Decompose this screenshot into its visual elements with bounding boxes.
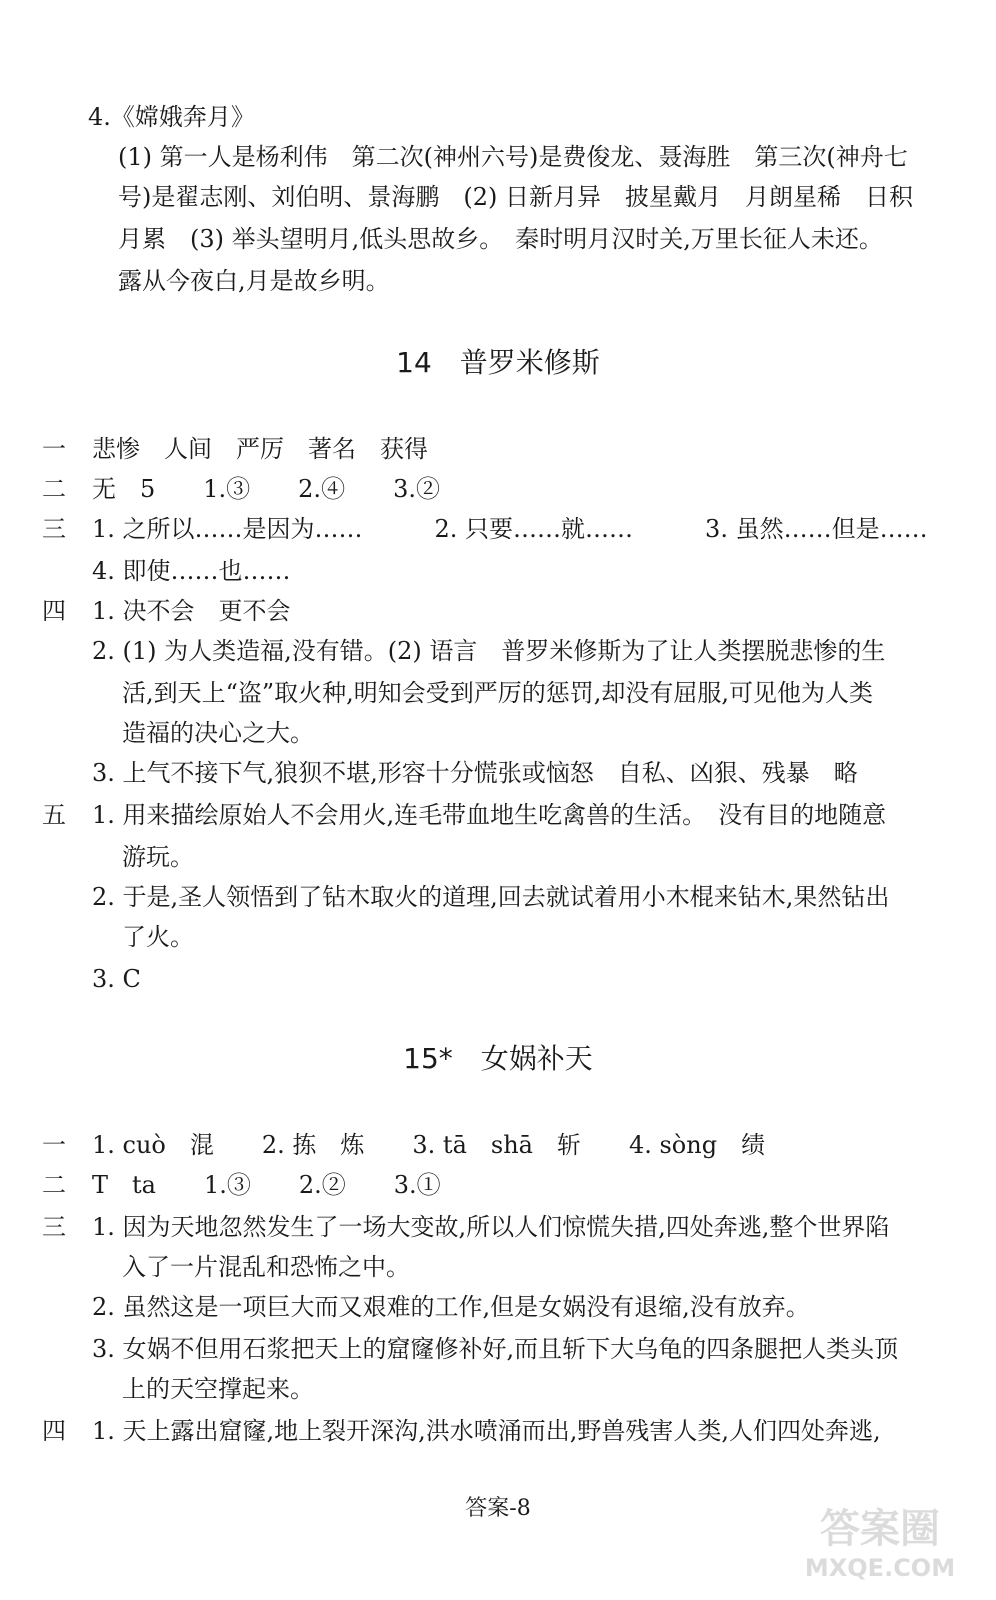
s14-row-4-3: 3. 上气不接下气,狼狈不堪,形容十分慌张或恼怒 自私、凶狠、残暴 略 [92,759,858,787]
q4-line-1: (1) 第一人是杨利伟 第二次(神州六号)是费俊龙、聂海胜 第三次(神舟七 [118,143,908,171]
s14-row-5-1b: 游玩。 [122,843,194,871]
s15-row-3-1b: 入了一片混乱和恐怖之中。 [122,1253,410,1281]
s14-row-5-3: 3. C [92,965,141,993]
s15-row-3-3b: 上的天空撑起来。 [122,1375,314,1403]
s14-row-5-num: 五 [42,801,66,829]
s14-row-4-2b: 活,到天上“盗”取火种,明知会受到严厉的惩罚,却没有屈服,可见他为人类 [122,679,874,707]
s15-row-1: 1. cuò 混 2. 拣 炼 3. tā shā 斩 4. sòng 绩 [92,1131,766,1159]
watermark-logo [790,1496,970,1586]
s15-row-3-2: 2. 虽然这是一项巨大而又艰难的工作,但是女娲没有退缩,没有放弃。 [92,1293,810,1321]
s14-row-4-2c: 造福的决心之大。 [122,719,314,747]
s14-row-2: 无 5 1.③ 2.④ 3.② [92,475,440,503]
q4-line-3: 月累 (3) 举头望明月,低头思故乡。 秦时明月汉时关,万里长征人未还。 [118,225,883,253]
s15-row-1-num: 一 [42,1131,66,1159]
s14-row-3b: 4. 即使……也…… [92,557,291,585]
s14-row-1-num: 一 [42,435,66,463]
q4-line-2: 号)是翟志刚、刘伯明、景海鹏 (2) 日新月异 披星戴月 月朗星稀 日积 [118,183,913,211]
s15-row-3-num: 三 [42,1213,66,1241]
s14-row-5-2b: 了火。 [122,923,194,951]
s14-row-3: 1. 之所以……是因为…… 2. 只要……就…… 3. 虽然……但是…… [92,515,928,543]
s14-row-2-num: 二 [42,475,66,503]
s15-row-2: T ta 1.③ 2.② 3.① [92,1171,441,1199]
q4-line-4: 露从今夜白,月是故乡明。 [118,267,390,295]
s14-row-5-2a: 2. 于是,圣人领悟到了钻木取火的道理,回去就试着用小木棍来钻木,果然钻出 [92,883,890,911]
s15-row-3-1a: 1. 因为天地忽然发生了一场大变故,所以人们惊慌失措,四处奔逃,整个世界陷 [92,1213,890,1241]
watermark-text-main: 答案圈 [820,1506,940,1552]
s15-row-4-num: 四 [42,1417,66,1445]
s14-row-4-num: 四 [42,597,66,625]
page-number: 答案-8 [465,1496,531,1521]
s15-row-2-num: 二 [42,1171,66,1199]
watermark-text-url: MXQE.COM [804,1554,956,1582]
s15-row-3-3a: 3. 女娲不但用石浆把天上的窟窿修补好,而且斩下大乌龟的四条腿把人类头顶 [92,1335,899,1363]
s14-row-1: 悲惨 人间 严厉 著名 获得 [92,435,428,463]
s14-row-4-2a: 2. (1) 为人类造福,没有错。(2) 语言 普罗米修斯为了让人类摆脱悲惨的生 [92,637,886,665]
s14-row-3-num: 三 [42,515,66,543]
section-15-title: 15* 女娲补天 [403,1042,593,1075]
s14-row-5-1a: 1. 用来描绘原始人不会用火,连毛带血地生吃禽兽的生活。 没有目的地随意 [92,801,887,829]
s14-row-4: 1. 决不会 更不会 [92,597,291,625]
section-14-title: 14 普罗米修斯 [396,346,600,379]
q4-title: 4.《嫦娥奔月》 [88,103,255,131]
s15-row-4-1: 1. 天上露出窟窿,地上裂开深沟,洪水喷涌而出,野兽残害人类,人们四处奔逃, [92,1417,881,1445]
